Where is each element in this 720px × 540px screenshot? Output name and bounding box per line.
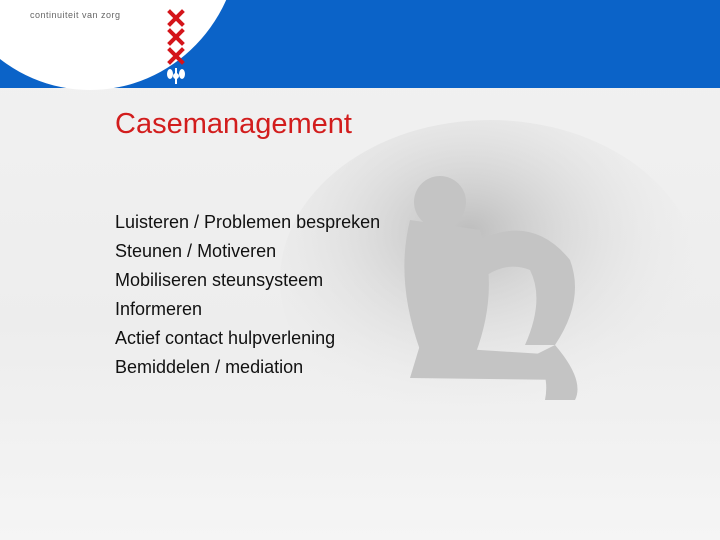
list-item: Luisteren / Problemen bespreken xyxy=(115,212,381,232)
tagline: continuiteit van zorg xyxy=(30,10,121,20)
bullet-list xyxy=(115,208,380,382)
list-item: Bemiddelen / mediation xyxy=(115,357,304,377)
list-item: Actief contact hulpverlening xyxy=(115,328,336,348)
slide-title: Casemanagement xyxy=(115,108,352,140)
amsterdam-xxx-icon xyxy=(163,6,189,86)
list-item: Informeren xyxy=(115,299,203,319)
list-item: Mobiliseren steunsysteem xyxy=(115,270,324,290)
list-item: Steunen / Motiveren xyxy=(115,241,277,261)
